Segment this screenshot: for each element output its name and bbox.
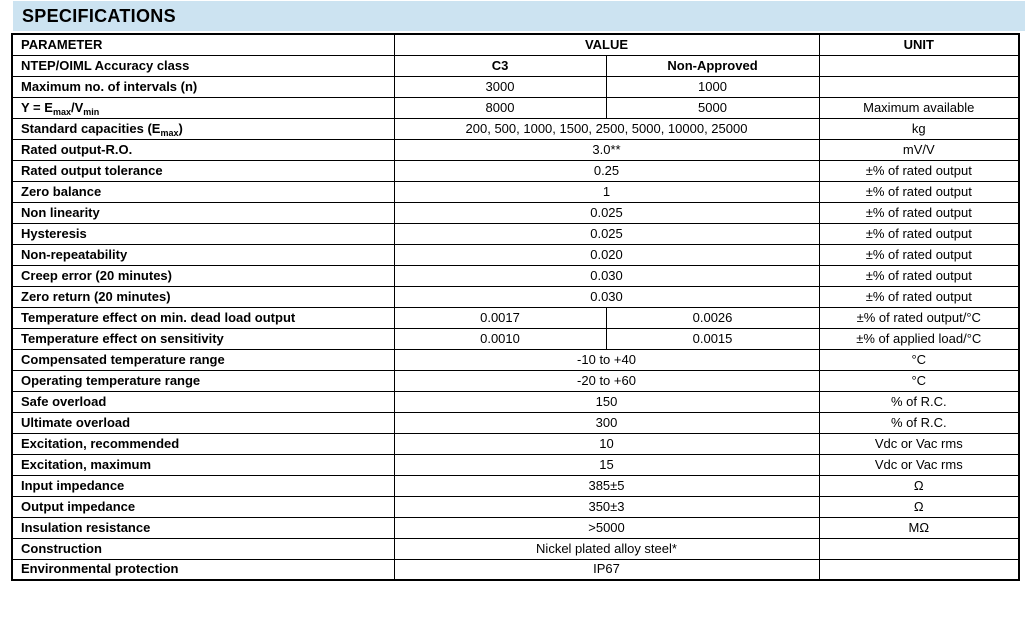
table-row [12,265,1019,286]
value-cell: 5000 [606,97,819,118]
value-cell: -20 to +60 [394,370,819,391]
value-cell: 385±5 [394,475,819,496]
value-cell: 0.020 [394,244,819,265]
parameter-cell: $Y = E_{max}/V_{min}$ [12,97,394,118]
parameter-cell: Construction [12,538,394,559]
parameter-cell: Rated output-R.O. [12,139,394,160]
table-row [12,559,1019,580]
table-row [12,223,1019,244]
unit-cell: ±% of rated output [819,286,1019,307]
table-row [12,160,1019,181]
parameter-cell: Standard capacities $(E_{max})$ [12,118,394,139]
parameter-cell: Non-repeatability [12,244,394,265]
parameter-cell: Operating temperature range [12,370,394,391]
value-cell: 0.25 [394,160,819,181]
value-cell: 350±3 [394,496,819,517]
parameter-cell: Non linearity [12,202,394,223]
unit-cell [819,559,1019,580]
unit-cell: ±% of rated output [819,181,1019,202]
value-cell: 15 [394,454,819,475]
parameter-cell: Ultimate overload [12,412,394,433]
header-value: VALUE [394,34,819,55]
table-row [12,307,1019,328]
unit-cell: kg [819,118,1019,139]
value-cell: 0.0015 [606,328,819,349]
table-row [12,181,1019,202]
table-row [12,349,1019,370]
unit-cell: Ω [819,496,1019,517]
parameter-cell: Output impedance [12,496,394,517]
value-cell: 3000 [394,76,606,97]
table-row [12,286,1019,307]
unit-cell: ±% of rated output [819,244,1019,265]
value-cell: 0.025 [394,202,819,223]
parameter-cell: Hysteresis [12,223,394,244]
unit-cell: % of R.C. [819,412,1019,433]
parameter-cell: Compensated temperature range [12,349,394,370]
value-cell: 150 [394,391,819,412]
value-cell: IP67 [394,559,819,580]
value-cell: 0.025 [394,223,819,244]
value-cell: 10 [394,433,819,454]
unit-cell: % of R.C. [819,391,1019,412]
unit-cell: Ω [819,475,1019,496]
page-title: SPECIFICATIONS [22,5,176,26]
value-cell: 300 [394,412,819,433]
table-row [12,433,1019,454]
value-cell: 0.030 [394,286,819,307]
header-parameter: PARAMETER [12,34,394,55]
unit-cell: Vdc or Vac rms [819,433,1019,454]
table-row [12,538,1019,559]
value-cell: 3.0** [394,139,819,160]
table-row [12,244,1019,265]
parameter-cell: Creep error (20 minutes) [12,265,394,286]
parameter-cell: Excitation, recommended [12,433,394,454]
table-row [12,202,1019,223]
unit-cell [819,55,1019,76]
spec-table-body [12,55,1019,580]
unit-cell: ±% of rated output/°C [819,307,1019,328]
unit-cell: ±% of rated output [819,160,1019,181]
table-row [12,55,1019,76]
unit-cell: ±% of rated output [819,202,1019,223]
unit-cell: ±% of rated output [819,223,1019,244]
parameter-cell: Rated output tolerance [12,160,394,181]
unit-cell: MΩ [819,517,1019,538]
value-cell: >5000 [394,517,819,538]
parameter-cell: Safe overload [12,391,394,412]
table-row [12,118,1019,139]
table-header-row [12,34,1019,55]
unit-cell: ±% of applied load/°C [819,328,1019,349]
value-cell: 0.0017 [394,307,606,328]
value-cell: -10 to +40 [394,349,819,370]
parameter-cell: Temperature effect on min. dead load output [12,307,394,328]
table-row [12,76,1019,97]
header-unit: UNIT [819,34,1019,55]
value-cell: 8000 [394,97,606,118]
specifications-table [11,33,1020,581]
table-row [12,370,1019,391]
table-row [12,454,1019,475]
value-cell: Nickel plated alloy steel* [394,538,819,559]
table-row [12,412,1019,433]
value-cell: 200, 500, 1000, 1500, 2500, 5000, 10000, 25000 [394,118,819,139]
parameter-cell: NTEP/OIML Accuracy class [12,55,394,76]
value-cell: 1 [394,181,819,202]
value-cell: C3 [394,55,606,76]
table-row [12,97,1019,118]
value-cell: 0.030 [394,265,819,286]
table-row [12,328,1019,349]
parameter-cell: Zero return (20 minutes) [12,286,394,307]
table-row [12,517,1019,538]
table-row [12,496,1019,517]
parameter-cell: Environmental protection [12,559,394,580]
parameter-cell: Maximum no. of intervals (n) [12,76,394,97]
unit-cell [819,76,1019,97]
unit-cell [819,538,1019,559]
section-title-bar [13,1,1025,31]
value-cell: 1000 [606,76,819,97]
unit-cell: mV/V [819,139,1019,160]
value-cell: Non-Approved [606,55,819,76]
table-row [12,475,1019,496]
table-row [12,139,1019,160]
unit-cell: °C [819,349,1019,370]
unit-cell: ±% of rated output [819,265,1019,286]
unit-cell: °C [819,370,1019,391]
value-cell: 0.0026 [606,307,819,328]
parameter-cell: Zero balance [12,181,394,202]
parameter-cell: Insulation resistance [12,517,394,538]
parameter-cell: Input impedance [12,475,394,496]
table-row [12,391,1019,412]
parameter-cell: Temperature effect on sensitivity [12,328,394,349]
parameter-cell: Excitation, maximum [12,454,394,475]
unit-cell: Vdc or Vac rms [819,454,1019,475]
unit-cell: Maximum available [819,97,1019,118]
value-cell: 0.0010 [394,328,606,349]
